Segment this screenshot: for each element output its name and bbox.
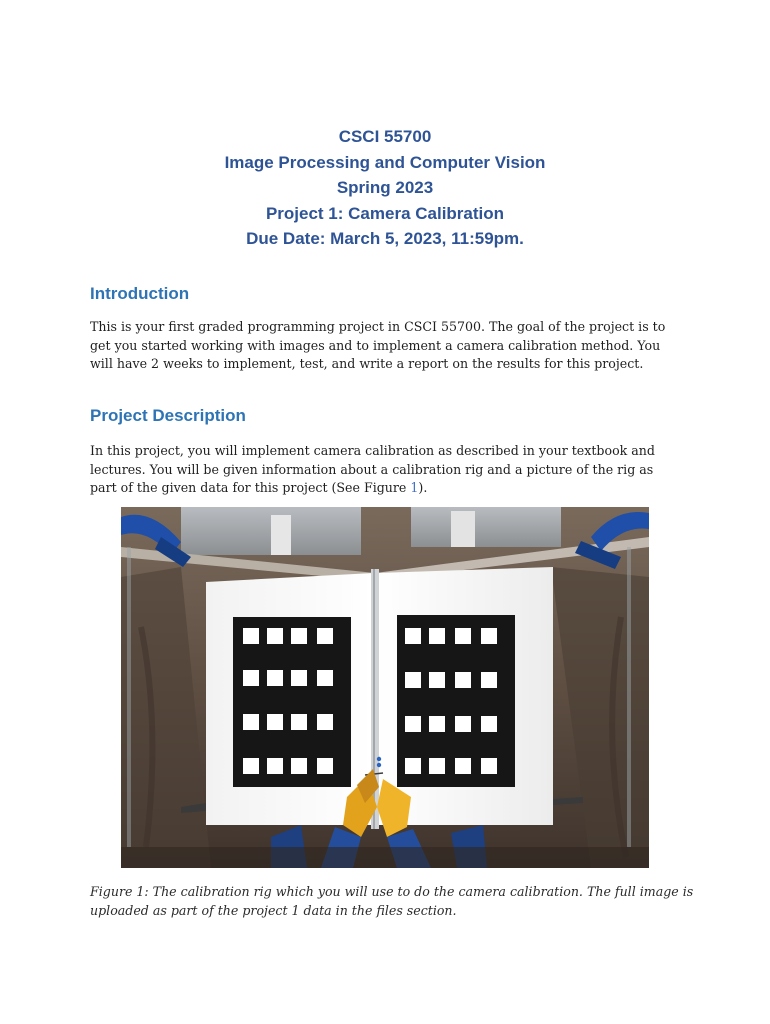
title-block [0,124,770,252]
introduction-line: This is your first graded programming project in CSCI 55700. The goal of the project is to [90,319,666,334]
introduction-heading: Introduction [90,284,190,303]
project-description-paragraph [90,442,680,498]
project-description-heading: Project Description [90,406,246,425]
course-code: CSCI 55700 [338,127,432,146]
caption-line: uploaded as part of the project 1 data in the files section. [90,903,457,918]
description-text: part of the given data for this project (See Figure [90,480,411,495]
introduction-paragraph [90,318,680,374]
description-line [90,479,680,498]
due-date: Due Date: March 5, 2023, 11:59pm. [246,229,524,248]
introduction-line: will have 2 weeks to implement, test, and write a report on the results for this project. [90,356,644,371]
description-line: lectures. You will be given information about a calibration rig and a picture of the rig as [90,461,654,477]
introduction-line: get you started working with images and to implement a camera calibration method. You [90,337,661,353]
description-text: ). [418,480,428,495]
calibration-rig-photo [121,507,649,868]
figure-caption [90,882,694,920]
project-title: Project 1: Camera Calibration [265,203,505,223]
caption-line: Figure 1: The calibration rig which you will use to do the camera calibration. The full image is [90,884,694,899]
description-line: In this project, you will implement camera calibration as described in your textbook and [90,443,655,458]
figure-reference-link[interactable]: 1 [410,480,419,495]
course-name: Image Processing and Computer Vision [224,152,546,172]
calibration-rig-illustration [121,507,649,868]
term: Spring 2023 [336,178,434,197]
